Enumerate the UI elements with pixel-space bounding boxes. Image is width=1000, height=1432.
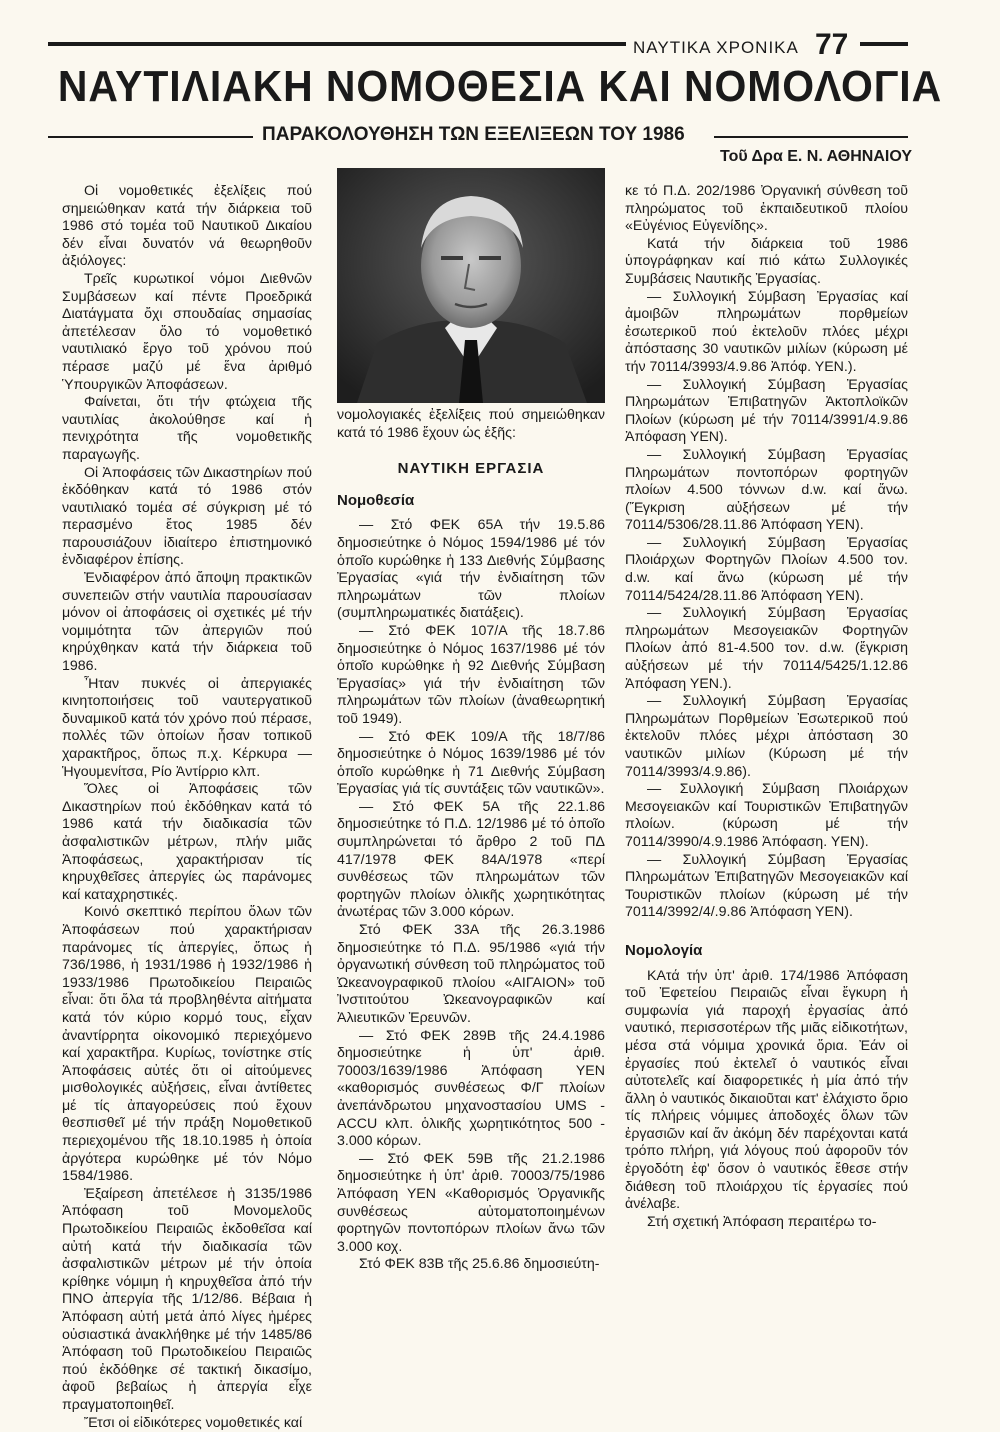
paragraph: Ἐνδιαφέρον ἀπό ἄποψη πρακτικῶν συνεπειῶν στήν ναυτιλία παρουσίασαν μόνον οἱ ἀποφάσεις οἱ σχετικές μέ τήν νομιμότητα τῶν ἀπεργιῶν πού κηρύχθηκαν κατά τήν διάρκεια τοῦ 1986. [62,570,312,675]
paragraph: — Συλλογική Σύμβαση Ἐργασίας Πληρωμάτων Ἐπιβατηγῶν Ἀκτοπλοϊκῶν Πλοίων (κύρωση μέ τήν 70114/3991/4.9.86 Ἀπόφαση ΥΕΝ). [625,376,908,446]
paragraph: — Συλλογική Σύμβαση Ἐργασίας πληρωμάτων Μεσογειακῶν Φορτηγῶν Πλοίων ἀπό 81-4.500 τον. d.w. (ἔγκριση αὐξήσεων μέ τήν 70114/5425/1.12.86 Ἀπόφαση ΥΕΝ.). [625,605,908,692]
paragraph: Ἔτσι οἱ εἰδικότερες νομοθετικές καί [84,1414,303,1431]
paragraph: Στή σχετική Ἀπόφαση περαιτέρω το- [647,1213,877,1230]
section-heading: ΝΑΥΤΙΚΗ ΕΡΓΑΣΙΑ [397,460,545,478]
author-byline: Τοῦ Δρα Ε. Ν. ΑΘΗΝΑΙΟΥ [720,148,912,165]
intro-paragraph: νομολογιακές ἐξελίξεις πού σημειώθηκαν κατά τό 1986 ἔχουν ὡς ἑξῆς: [337,407,605,441]
subtitle: ΠΑΡΑΚΟΛΟΥΘΗΣΗ ΤΩΝ ΕΞΕΛΙΞΕΩΝ ΤΟΥ 1986 [262,124,685,145]
column-1 [62,183,312,1432]
paragraph: — Στό ΦΕΚ 59Β τῆς 21.2.1986 δημοσιεύτηκε ἡ ὑπ' ἀριθ. 70003/75/1986 Ἀπόφαση ΥΕΝ «Καθορισμός Ὀργανικῆς συνθέσεως αὐτοματοποιημένων φορτηγῶν ποντοπόρων πλοίων ἄνω τῶν 3.000 κοχ. [337,1150,605,1255]
paragraph: Ὅλες οἱ Ἀποφάσεις τῶν Δικαστηρίων πού ἐκδόθηκαν κατά τό 1986 κατά τήν διαδικασία τῶν ἀσφαλιστικῶν μέτρων, πλήν μιᾶς Ἀποφάσεως, χαρακτήρισαν τίς κηρυχθεῖσες ἀπεργίες ὡς παράνομες καί καταχρηστικές. [62,781,312,903]
paragraph: — Στό ΦΕΚ 289Β τῆς 24.4.1986 δημοσιεύτηκε ἡ ὑπ' ἀριθ. 70003/1639/1986 Ἀπόφαση ΥΕΝ «καθορισμός συνθέσεως Φ/Γ πλοίων ἀνεπάνδρωτου μηχανοστασίου UMS - ACCU κλπ. ὁλικῆς χωρητικότητος 500 - 3.000 κόρων. [337,1027,605,1150]
paragraph: — Συλλογική Σύμβαση Ἐργασίας Πληρωμάτων Ἐπιβατηγῶν Μεσογειακῶν καί Τουριστικῶν πλοίων (κύρωση μέ τήν 70114/3992/4/.9.86 Ἀπόφαση ΥΕΝ). [625,851,908,921]
paragraph: — Συλλογική Σύμβαση Ἐργασίας καί ἀμοιβῶν πληρωμάτων πορθμείων ἐσωτερικοῦ πού ἐκτελοῦν πλόες μέχρι ἀπόστασης 30 ναυτικῶν μιλίων (κύρωση μέ τήν 70114/3993/4.9.86 Ἀπόφ. ΥΕΝ.). [625,288,908,375]
paragraph: Ἦταν πυκνές οἱ ἀπεργιακές κινητοποιήσεις τοῦ ναυτεργατικοῦ δυναμικοῦ κατά τόν χρόνο πού πέρασε, πολλές τῶν ὁποίων ἦσαν τοπικοῦ χαρακτῆρος, ὅπως π.χ. Κέρκυρα — Ἡγουμενίτσα, Ρίο Ἀντίρριο κλπ. [62,675,312,780]
paragraph: Κοινό σκεπτικό περίπου ὅλων τῶν Ἀποφάσεων πού χαρακτήρισαν παράνομες τίς ἀπεργίες, ὅπως ἡ 736/1986, ἡ 1931/1986 ἡ 1932/1986 ἡ 1933/1986 Πρωτοδικείου Πειραιῶς εἶναι: ὅτι ὅλα τά προβληθέντα αἰτήματα κατά τόν κύριο κορμό τους, εἶχαν ἀναντίρρητα οἰκονομικό περιεχόμενο καί χαρακτῆρα. Κυρίως, τονίστηκε στίς Ἀποφάσεις αὐτές ὅτι οἱ αἰτούμενες μισθολογικές αὐξήσεις, εἶναι ἀντίθετες μέ τίς ἀπαγορεύσεις πού ἔχουν θεσπισθεῖ μέ τήν πράξη Νομοθετικοῦ περιεχομένου τῆς 18.10.1985 ἡ ὁποία ἀργότερα κυρώθηκε μέ τόν Νόμο 1584/1986. [62,904,312,1185]
subsection-heading: Νομοθεσία [337,491,415,509]
running-title: ΝΑΥΤΙΚΑ ΧΡΟΝΙΚΑ [633,38,799,57]
paragraph: — Στό ΦΕΚ 107/Α τῆς 18.7.86 δημοσιεύτηκε ὁ Νόμος 1637/1986 μέ τόν ὁποῖο κυρώθηκε ἡ 92 Διεθνής Σύμβαση Ἐργασίας» γιά τήν ἐνδιαίτηση τῶν πληρωμάτων τῶν πλοίων (ἀναθεωρητική τοῦ 1949). [337,622,605,727]
paragraph: Στό ΦΕΚ 83Β τῆς 25.6.86 δημοσιεύτη- [359,1256,600,1273]
header-rule-left [48,42,626,46]
subsection-heading: Νομολογία [625,941,703,959]
paragraph: Κατά τήν διάρκεια τοῦ 1986 ὑπογράφηκαν καί πιό κάτω Συλλογικές Συμβάσεις Ναυτικῆς Ἐργασίας. [625,235,908,287]
page-number: 77 [815,28,849,61]
paragraph: ΚΑτά τήν ὑπ' ἀριθ. 174/1986 Ἀπόφαση τοῦ Ἐφετείου Πειραιῶς εἶναι ἔγκυρη ἡ συμφωνία γιά παροχή ἐργασίας ἀπό ναυτικό, περισσοτέρων τῆς μιᾶς εἰδικοτήτων, μέσα στά νόμιμα χρονικά ὅρια. Ἐάν οἱ ἐργασίες πού ἐκτελεῖ ὁ ναυτικός εἶναι αὐτοτελεῖς καί διαφορετικές ἡ μία ἀπό τήν ἄλλη ὁ ναυτικός δικαιοῦται κατ' ἐλάχιστο ὅριο τίς πλήρεις νόμιμες ἀποδοχές ὅλων τῶν ἐργασιῶν καί ἄν ἀκόμη δέν παρέχονται κατά τρόπο πλήρη, γιά λόγους πού ἀφοροῦν τόν ἐργοδότη ἐφ' ὅσον ὁ ναυτικός ἔθεσε στήν διάθεση τοῦ πλοιάρχου τίς ἐργασίες πού ἀνέλαβε. [625,967,908,1213]
paragraph: — Συλλογική Σύμβαση Πλοιάρχων Μεσογειακῶν καί Τουριστικῶν Ἐπιβατηγῶν πλοίων. (κύρωση μέ τήν 70114/3990/4.9.1986 Ἀπόφαση. ΥΕΝ). [625,781,908,850]
page-title: ΝΑΥΤΙΛΙΑΚΗ ΝΟΜΟΘΕΣΙΑ ΚΑΙ ΝΟΜΟΛΟΓΙΑ [57,62,943,111]
author-portrait [337,168,605,403]
paragraph: Φαίνεται, ὅτι τήν φτώχεια τῆς ναυτιλίας ἀκολούθησε καί ἡ πενιχρότητα τῆς νομοθετικῆς παραγωγῆς. [62,394,312,463]
paragraph: Τρεῖς κυρωτικοί νόμοι Διεθνῶν Συμβάσεων καί πέντε Προεδρικά Διατάγματα ὄχι σπουδαίας σημασίας ἀπετέλεσαν ὅλο τό νομοθετικό ναυτιλιακό ἔργο τοῦ χρόνου πού πέρασε μαζύ μέ ἕνα ἀριθμό Ὑπουργικῶν Ἀποφάσεων. [62,270,312,393]
paragraph: — Στό ΦΕΚ 65Α τήν 19.5.86 δημοσιεύτηκε ὁ Νόμος 1594/1986 μέ τόν ὁποῖο κυρώθηκε ἡ 133 Διεθνής Σύμβασης Ἐργασίας «γιά τήν ἐνδιαίτηση τῶν πληρωμάτων τῶν πλοίων (συμπληρωματικές διατάξεις). [337,517,605,622]
subtitle-rule-left [48,136,253,138]
header-rule-right [860,42,908,46]
paragraph: Ἐξαίρεση ἀπετέλεσε ἡ 3135/1986 Ἀπόφαση τοῦ Μονομελοῦς Πρωτοδικείου Πειραιῶς ἐκδοθεῖσα καί αὐτή κατά τήν διαδικασία τῶν ἀσφαλιστικῶν μέτρων μέ τήν ὁποία κρίθηκε νόμιμη ἡ κηρυχθεῖσα ἀπό τήν ΠΝΟ ἀπεργία τῆς 1/12/86. Βέβαια ἡ Ἀπόφαση αὐτή μετά ἀπό λίγες ἡμέρες οὐσιαστικά ἀνακλήθηκε μέ τήν 1485/86 Ἀπόφαση τοῦ Πρωτοδικείου Πειραιῶς πού ἐκδόθηκε σέ τακτική δικασίμο, ἀφοῦ βεβαίως ἡ ἀπεργία εἶχε πραγματοποιηθεῖ. [62,1185,312,1413]
paragraph: Στό ΦΕΚ 33Α τῆς 26.3.1986 δημοσιεύτηκε τό Π.Δ. 95/1986 «γιά τήν ὀργανωτική σύνθεση τοῦ πληρώματος τοῦ Ὠκεανογραφικοῦ πλοίου «ΑΙΓΑΙΟΝ» τοῦ Ἰνστιτούτου Ὠκεανογραφικῶν καί Ἀλιευτικῶν Ἐρευνῶν. [337,922,605,1026]
column-2 [337,407,605,1274]
paragraph: — Συλλογική Σύμβαση Ἐργασίας Πληρωμάτων Πορθμείων Ἐσωτερικοῦ πού ἐκτελοῦν πλόες μέχρι ἀπόσταση 30 ναυτικῶν μιλίων (Κύρωση μέ τήν 70114/3993/4.9.86). [625,693,908,780]
paragraph: — Στό ΦΕΚ 109/Α τῆς 18/7/86 δημοσιεύτηκε ὁ Νόμος 1639/1986 μέ τόν ὁποῖο κυρώθηκε ἡ 71 Διεθνής Σύμβαση Ἐργασίας γιά τίς συντάξεις τῶν ναυτικῶν». [337,728,605,798]
column-3 [625,183,908,1231]
paragraph: — Συλλογική Σύμβαση Ἐργασίας Πλοιάρχων Φορτηγῶν Πλοίων 4.500 τον. d.w. καί ἄνω (κύρωση μέ τήν 70114/5424/28.11.86 Ἀπόφαση ΥΕΝ). [625,534,908,604]
portrait-image [337,168,605,403]
paragraph: Οἱ νομοθετικές ἐξελίξεις πού σημειώθηκαν κατά τήν διάρκεια τοῦ 1986 στό τομέα τοῦ Ναυτικοῦ Δικαίου δέν εἶναι δυνατόν νά θεωρηθοῦν ἀξιόλογες: [62,183,312,270]
subtitle-rule-right [714,136,908,138]
paragraph: Οἱ Ἀποφάσεις τῶν Δικαστηρίων πού ἐκδόθηκαν κατά τό 1986 στόν ναυτιλιακό τομέα σέ σύγκριση μέ τό περασμένο ἔτος 1985 δέν παρουσιάζουν ἰδιαίτερο ἐπιστημονικό ἐνδιαφέρον ἐπίσης. [62,464,312,569]
paragraph: — Στό ΦΕΚ 5Α τῆς 22.1.86 δημοσιεύτηκε τό Π.Δ. 12/1986 μέ τό ὁποῖο συμπληρώνεται τό ἄρθρο 2 τοῦ ΠΔ 417/1978 ΦΕΚ 84Α/1978 «περί συνθέσεως τῶν πληρωμάτων τῶν φορτηγῶν πλοίων ὁλικῆς χωρητικότητας ἀνωτέρας τῶν 3.000 κόρων. [337,798,605,921]
paragraph: — Συλλογική Σύμβαση Ἐργασίας Πληρωμάτων ποντοπόρων φορτηγῶν πλοίων 4.500 τόννων d.w. καί ἄνω. (Ἔγκριση αὐξήσεων μέ τήν 70114/5306/28.11.86 Ἀπόφαση ΥΕΝ). [625,446,908,534]
paragraph: κε τό Π.Δ. 202/1986 Ὀργανική σύνθεση τοῦ πληρώματος τοῦ ἐκπαιδευτικοῦ πλοίου «Εὐγένιος Εὐγενίδης». [625,183,908,235]
